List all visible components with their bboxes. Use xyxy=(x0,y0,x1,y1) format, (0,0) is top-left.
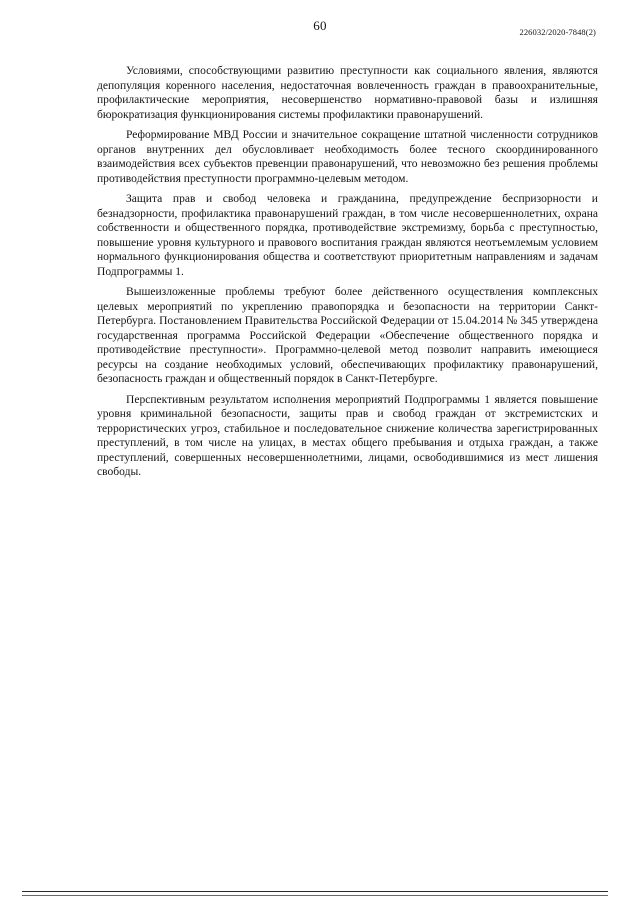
document-body xyxy=(97,64,598,486)
footer-rule xyxy=(22,891,608,892)
paragraph-expected-results: Перспективным результатом исполнения мероприятий Подпрограммы 1 является повышение уровня криминальной безопасности, защиты прав и свобод граждан от экстремистских и террористических угроз, стабильное и последовательное снижение количества зарегистрированных преступлений, в том числе на улицах, в местах общего пребывания и отдыха граждан, а также преступлений, совершенных несовершеннолетними, лицами, освободившимися из мест лишения свободы. xyxy=(97,393,598,479)
page-number: 60 xyxy=(313,18,327,33)
document-registration-number: 226032/2020-7848(2) xyxy=(519,27,596,37)
paragraph-rights-protection: Защита прав и свобод человека и гражданина, предупреждение беспризорности и безнадзорности, профилактика правонарушений граждан, в том числе несовершеннолетних, охрана собственности и общественного порядка, противодействие экстремизму, борьба с преступностью, повышение уровня культурного и правового воспитания граждан являются неотъемлемым условием нормального функционирования общества и соответствуют приоритетным направлениям и задачам Подпрограммы 1. xyxy=(97,192,598,278)
paragraph-mvd-reform: Реформирование МВД России и значительное сокращение штатной численности сотрудников органов внутренних дел обусловливает необходимость более тесного скоординированного взаимодействия всех субъектов превенции правонарушений, что невозможно без решения проблемы противодействия преступности программно-целевым методом. xyxy=(97,128,598,185)
paragraph-conditions: Условиями, способствующими развитию преступности как социального явления, являются депопуляция коренного населения, недостаточная вовлеченность граждан в правоохранительные, профилактические мероприятия, несовершенство нормативно-правовой базы и излишняя бюрократизация функционирования системы профилактики правонарушений. xyxy=(97,65,598,121)
paragraph-problems: Вышеизложенные проблемы требуют более действенного осуществления комплексных целевых мероприятий по укреплению правопорядка и безопасности на территории Санкт-Петербурга. Постановлением Правительства Российской Федерации от 15.04.2014 № 345 утверждена государственная программа Российской Федерации «Обеспечение общественного порядка и противодействие преступности». Программно-целевой метод позволит направить имеющиеся ресурсы на создание необходимых условий, обеспечивающих профилактику правонарушений, безопасность граждан и общественный порядок в Санкт-Петербурге. xyxy=(97,286,598,386)
footer-rule-thin xyxy=(22,895,608,896)
